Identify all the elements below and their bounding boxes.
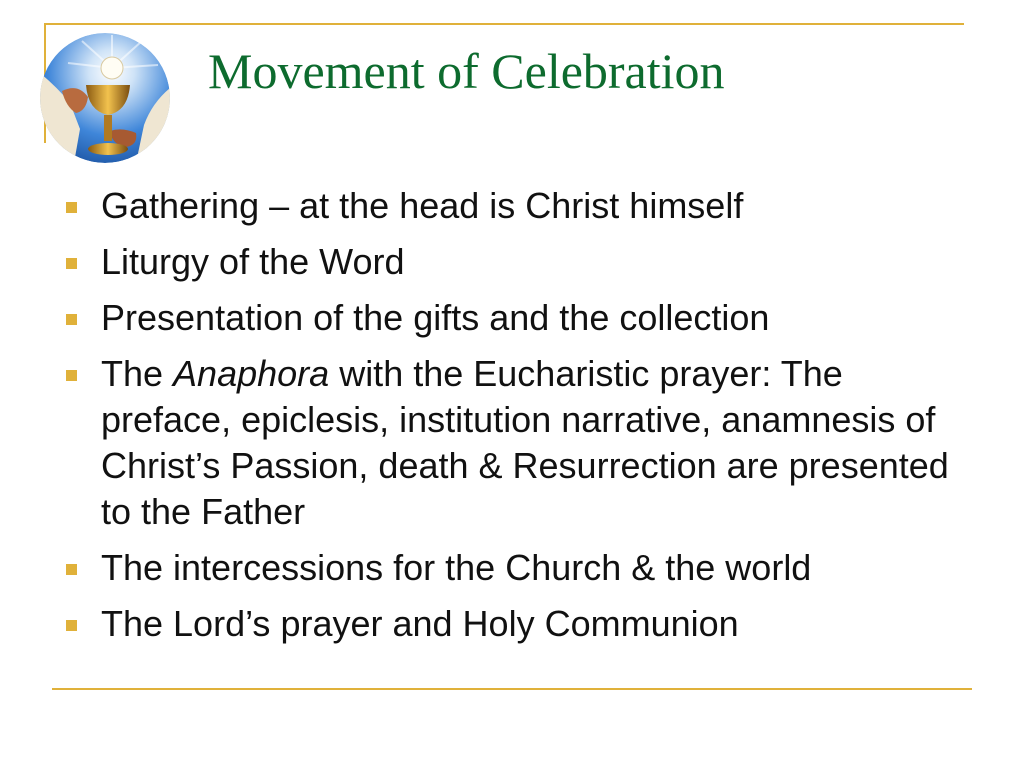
- list-item: [62, 183, 982, 229]
- bullet-text-end: with the Eucharistic prayer: The preface, epiclesis, institution narrative, anamnesis of Christ’s Passion, death & Resurrection are presented to the Father: [101, 353, 949, 532]
- square-bullet-icon: [66, 202, 77, 213]
- bullet-text: Presentation of the gifts and the collection: [101, 297, 770, 338]
- square-bullet-icon: [66, 314, 77, 325]
- list-item: [62, 351, 982, 535]
- bottom-border-line: [52, 688, 972, 690]
- bullet-text: The intercessions for the Church & the world: [101, 547, 812, 588]
- square-bullet-icon: [66, 564, 77, 575]
- square-bullet-icon: [66, 258, 77, 269]
- square-bullet-icon: [66, 370, 77, 381]
- bullet-text: Liturgy of the Word: [101, 241, 405, 282]
- chalice-image: [40, 33, 170, 163]
- bullet-text-start: The: [101, 353, 174, 394]
- list-item: [62, 601, 982, 647]
- bullet-text: Gathering – at the head is Christ himself: [101, 185, 744, 226]
- top-border-line: [44, 23, 964, 25]
- list-item: [62, 295, 982, 341]
- bullet-text: The Lord’s prayer and Holy Communion: [101, 603, 739, 644]
- square-bullet-icon: [66, 620, 77, 631]
- list-item: [62, 545, 982, 591]
- anaphora-term: Anaphora: [173, 353, 330, 394]
- list-item: [62, 239, 982, 285]
- bullet-list: [62, 183, 982, 657]
- slide-title: Movement of Celebration: [208, 43, 725, 99]
